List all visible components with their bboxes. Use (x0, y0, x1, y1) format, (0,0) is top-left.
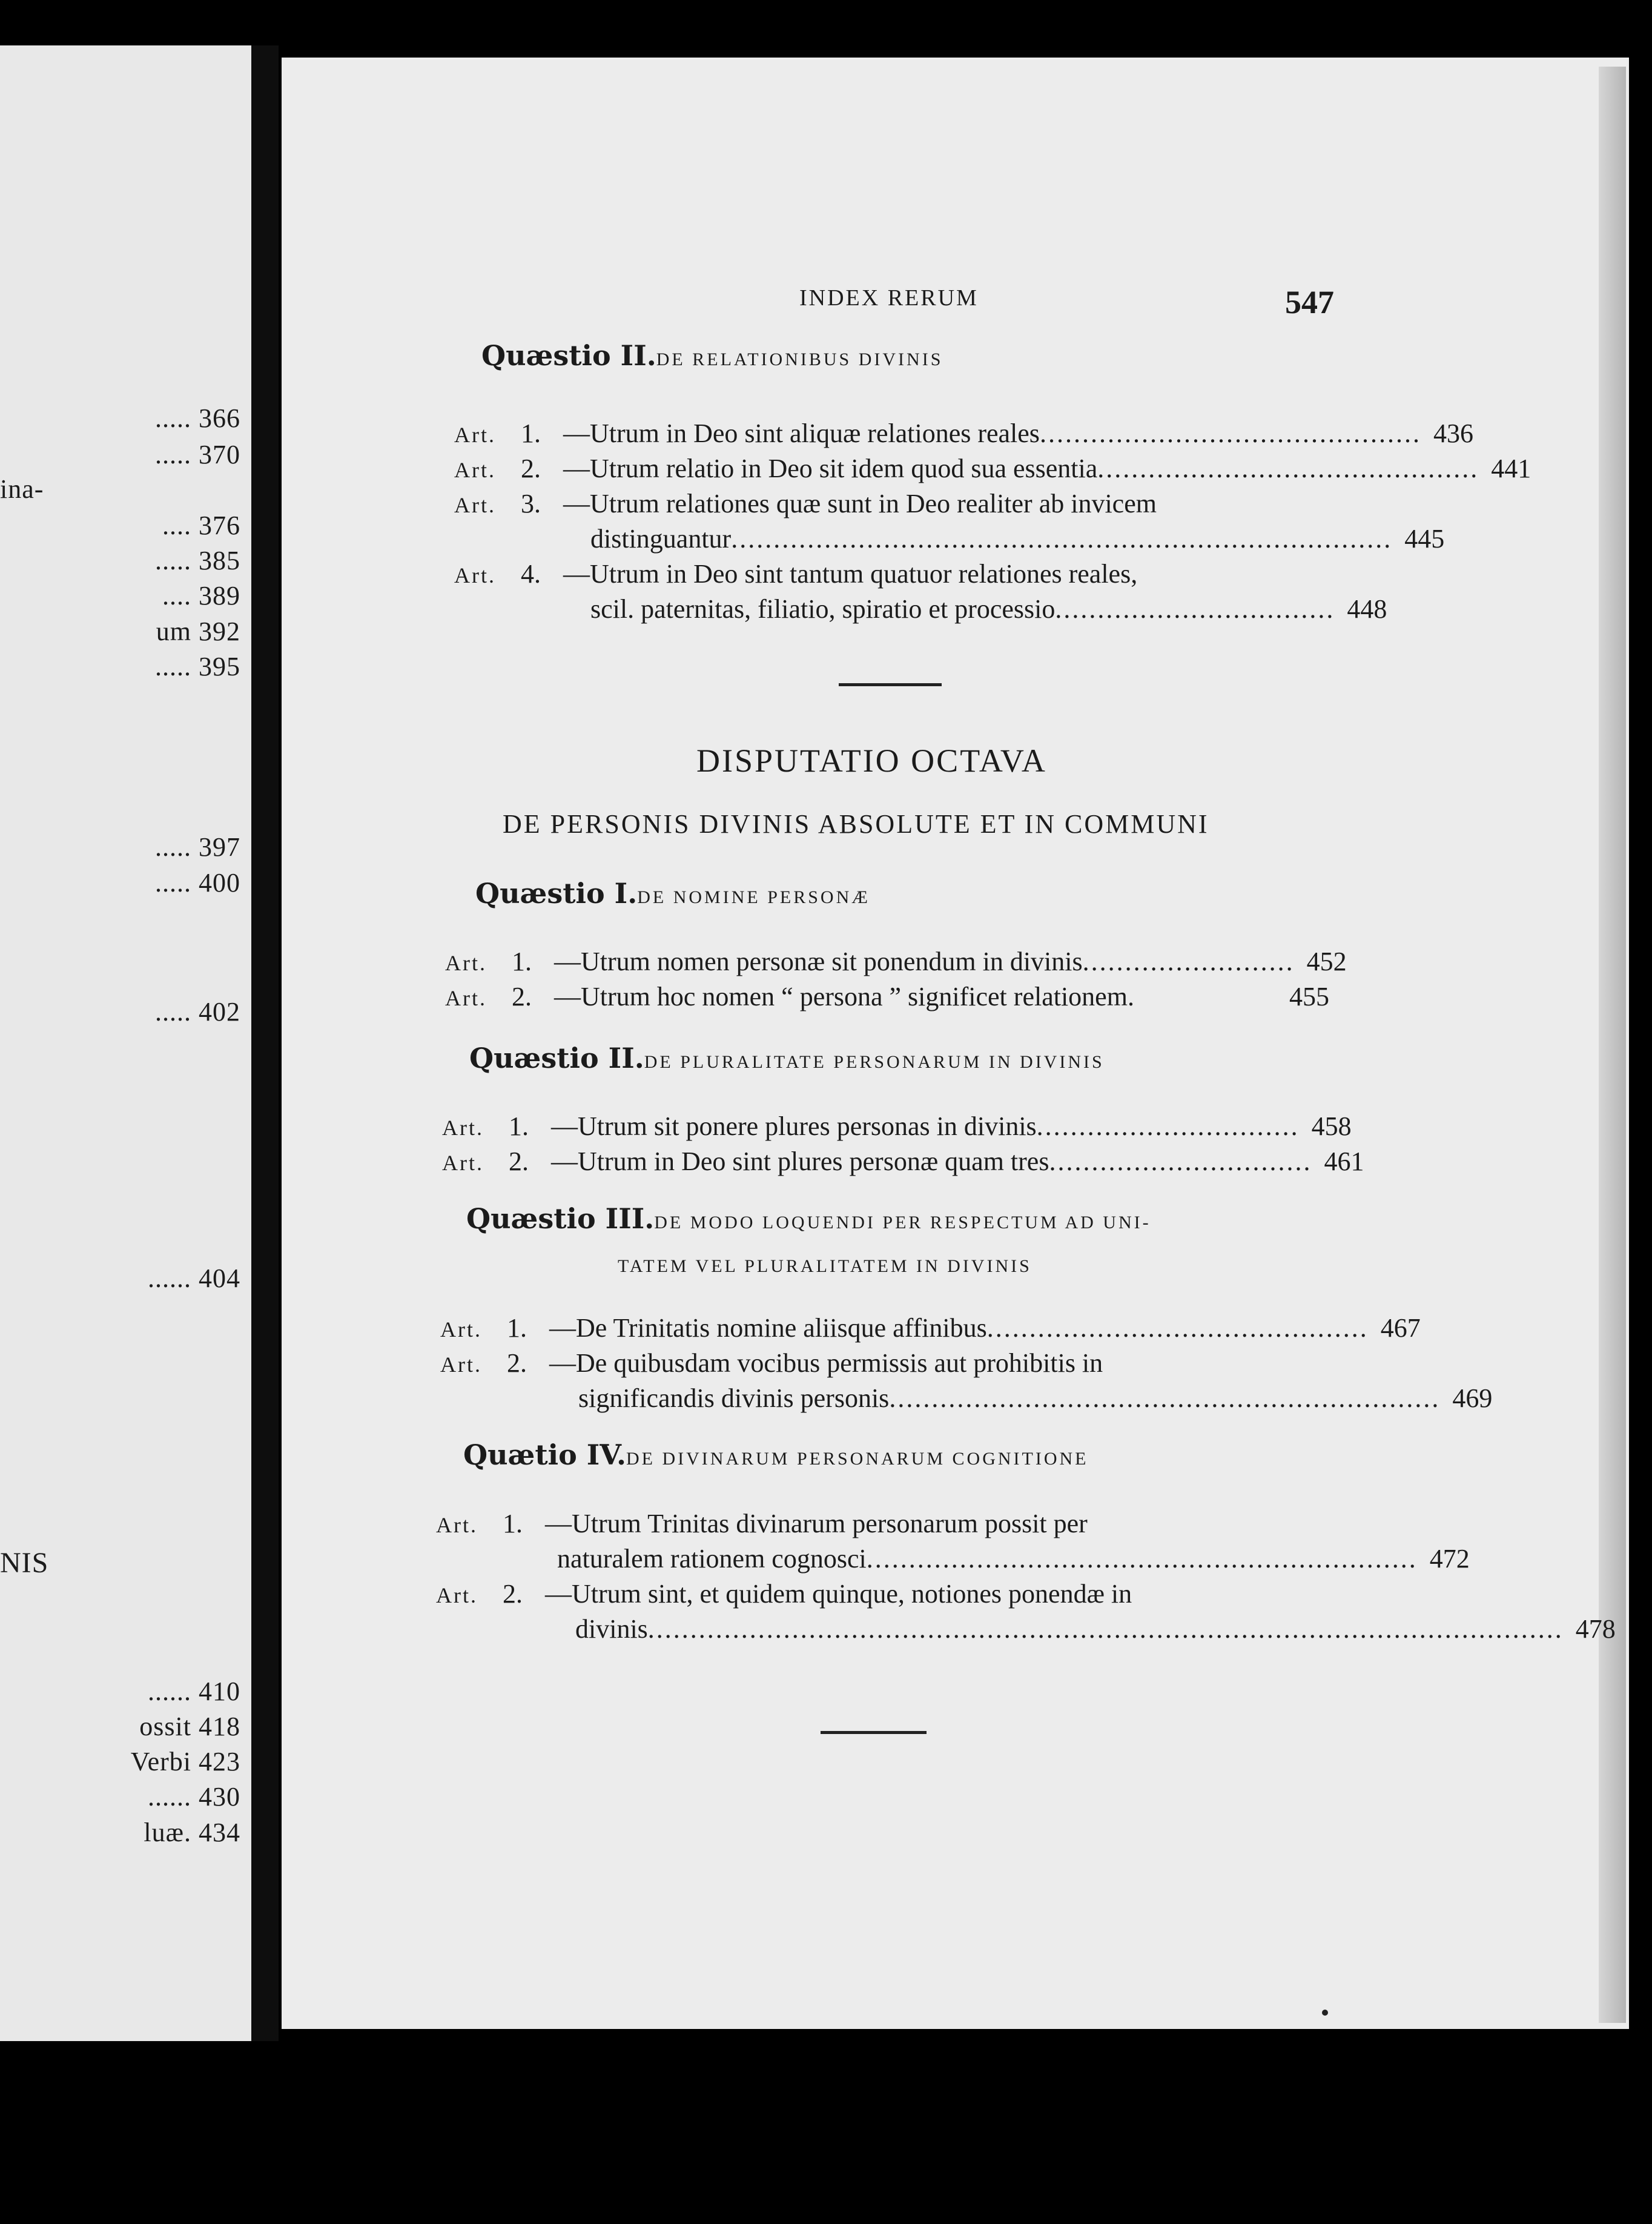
left-line: ..... 397 (155, 832, 240, 862)
page-edge (1599, 67, 1626, 2023)
quaestio-title: DE MODO LOQUENDI PER RESPECTUM AD UNI- (654, 1213, 1151, 1233)
toc-page: 461 (1324, 1147, 1364, 1176)
disputatio-title: DISPUTATIO OCTAVA (696, 743, 1047, 779)
toc-entry: Art. 1. —De Trinitatis nomine aliisque affinibus ............................................. 467 (440, 1313, 1421, 1343)
quaestio-title: DE PLURALITATE PERSONARUM IN DIVINIS (644, 1052, 1105, 1072)
quaestio-heading (481, 339, 943, 372)
toc-page: 452 (1306, 947, 1347, 976)
toc-page: 467 (1380, 1313, 1421, 1343)
left-line: .... 389 (162, 581, 240, 611)
toc-entry: Art. 4. —Utrum in Deo sint tantum quatuor relationes reales, (454, 559, 1138, 589)
quaestio-label: Quæstio II. (481, 339, 656, 372)
end-rule (821, 1731, 927, 1734)
ink-spot (1322, 2010, 1328, 2016)
left-line: um 392 (156, 617, 240, 646)
quaestio-heading (475, 877, 870, 910)
quaestio-heading (463, 1438, 1088, 1471)
toc-entry-cont: divinis ............................................................................................................ 478 (575, 1614, 1616, 1644)
section-rule (839, 683, 942, 686)
left-line: ...... 430 (148, 1782, 240, 1812)
toc-entry: Art. 3. —Utrum relationes quæ sunt in Deo realiter ab invicem (454, 489, 1157, 518)
book-gutter (251, 45, 279, 2041)
left-line: ..... 395 (155, 652, 240, 681)
toc-entry: Art. 1. —Utrum sit ponere plures personas in divinis ............................... 458 (442, 1111, 1352, 1141)
left-page (0, 45, 251, 2041)
left-line: Verbi 423 (130, 1747, 240, 1776)
quaestio-title-cont: TATEM VEL PLURALITATEM IN DIVINIS (618, 1256, 1032, 1276)
toc-page: 455 (1289, 982, 1329, 1011)
left-line: ...... 404 (148, 1263, 240, 1293)
left-line: NIS (0, 1547, 49, 1579)
toc-page: 472 (1429, 1544, 1470, 1574)
toc-entry: Art. 1. —Utrum nomen personæ sit ponendum in divinis ......................... 452 (445, 947, 1347, 976)
quaestio-title: DE RELATIONIBUS DIVINIS (656, 349, 943, 369)
left-line: ..... 402 (155, 997, 240, 1027)
toc-entry: Art. 2. —De quibusdam vocibus permissis aut prohibitis in (440, 1348, 1103, 1378)
left-line: ina- (0, 474, 44, 504)
page-number: 547 (1285, 284, 1334, 320)
toc-page: 469 (1452, 1383, 1493, 1413)
left-line: ..... 370 (155, 440, 240, 469)
disputatio-subtitle: DE PERSONIS DIVINIS ABSOLUTE ET IN COMMUNI (503, 809, 1209, 839)
toc-page: 441 (1491, 454, 1531, 483)
toc-entry-cont: significandis divinis personis ................................................................. 469 (578, 1383, 1493, 1413)
toc-entry: Art. 2. —Utrum hoc nomen “ persona ” significet relationem . 455 (445, 982, 1329, 1011)
toc-entry: Art. 1. —Utrum in Deo sint aliquæ relationes reales ............................................. 436 (454, 419, 1473, 448)
toc-entry-cont: distinguantur .............................................................................. 445 (590, 524, 1445, 554)
toc-entry: Art. 2. —Utrum in Deo sint plures personæ quam tres ............................... 461 (442, 1147, 1364, 1176)
quaestio-title: DE NOMINE PERSONÆ (637, 887, 870, 907)
toc-page: 445 (1404, 524, 1445, 554)
quaestio-label: Quætio IV. (463, 1438, 626, 1471)
toc-page: 458 (1311, 1111, 1352, 1141)
left-line: ..... 366 (155, 403, 240, 433)
left-line: ossit 418 (139, 1712, 240, 1741)
left-line: .... 376 (162, 511, 240, 540)
toc-entry: Art. 2. —Utrum sint, et quidem quinque, notiones ponendæ in (436, 1579, 1132, 1609)
quaestio-heading (469, 1042, 1105, 1074)
quaestio-heading (466, 1202, 1151, 1235)
quaestio-label: Quæstio I. (475, 877, 638, 910)
left-line: ..... 385 (155, 546, 240, 575)
left-line: luæ. 434 (144, 1818, 240, 1847)
quaestio-label: Quæstio III. (466, 1202, 655, 1235)
quaestio-label: Quæstio II. (469, 1042, 644, 1074)
left-line: ...... 410 (148, 1676, 240, 1706)
toc-entry: Art. 1. —Utrum Trinitas divinarum personarum possit per (436, 1509, 1088, 1538)
toc-page: 448 (1347, 594, 1387, 624)
running-title: INDEX RERUM (799, 285, 979, 311)
left-line: ..... 400 (155, 868, 240, 898)
toc-entry: Art. 2. —Utrum relatio in Deo sit idem quod sua essentia ............................................. 441 (454, 454, 1531, 483)
toc-entry-cont: scil. paternitas, filiatio, spiratio et processio ................................. 448 (590, 594, 1387, 624)
toc-entry-cont: naturalem rationem cognosci ................................................................. 472 (557, 1544, 1470, 1574)
quaestio-title: DE DIVINARUM PERSONARUM COGNITIONE (626, 1449, 1089, 1469)
toc-page: 436 (1433, 419, 1473, 448)
toc-page: 478 (1575, 1614, 1616, 1644)
